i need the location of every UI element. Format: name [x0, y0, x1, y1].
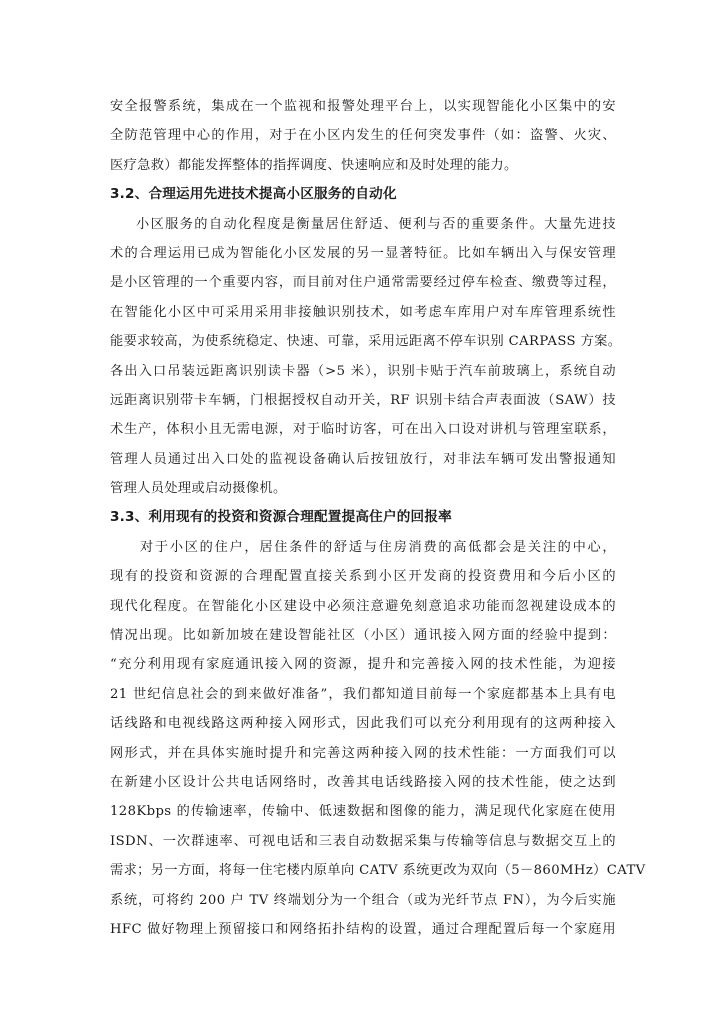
text-line: ISDN、一次群速率、可视电话和三表自动数据采集与传输等信息与数据交互上的: [110, 833, 616, 849]
text-line: 话线路和电视线路这两种接入网形式，因此我们可以充分利用现有的这两种接入: [110, 716, 616, 732]
text-line: 术的合理运用已成为智能化小区发展的另一显著特征。比如车辆出入与保安管理: [110, 245, 616, 261]
text-line: 小区服务的自动化程度是衡量居住舒适、便利与否的重要条件。大量先进技: [136, 216, 616, 232]
text-line: 128Kbps 的传输速率，传输中、低速数据和图像的能力，满足现代化家庭在使用: [110, 804, 616, 820]
text-line: “充分利用现有家庭通讯接入网的资源，提升和完善接入网的技术性能，为迎接: [110, 657, 616, 673]
text-line: 网形式，并在具体实施时提升和完善这两种接入网的技术性能：一方面我们可以: [110, 745, 616, 761]
text-line: 全防范管理中心的作用，对于在小区内发生的任何突发事件（如：盗警、火灾、: [110, 128, 616, 144]
text-line: 各出入口吊装远距离识别读卡器（>5 米），识别卡贴于汽车前玻璃上，系统自动: [110, 363, 616, 379]
text-line: 医疗急救）都能发挥整体的指挥调度、快速响应和及时处理的能力。: [110, 157, 518, 173]
text-line: 术生产，体积小且无需电源，对于临时访客，可在出入口设对讲机与管理室联系，: [110, 422, 616, 438]
paragraph-service-automation: [110, 210, 622, 504]
text-line: 对于小区的住户，居住条件的舒适与住房消费的高低都会是关注的中心，: [140, 539, 616, 555]
text-line: HFC 做好物理上预留接口和网络拓扑结构的设置，通过合理配置后每一个家庭用: [110, 921, 616, 937]
text-line: 21 世纪信息社会的到来做好准备”，我们都知道目前每一个家庭都基本上具有电: [110, 686, 616, 702]
text-line: 需求；另一方面，将每一住宅楼内原单向 CATV 系统更改为双向（5－860MHz）CATV: [110, 863, 646, 879]
section-heading-3-3: 3.3、利用现有的投资和资源合理配置提高住户的回报率: [110, 509, 452, 526]
text-line: 在新建小区设计公共电话网络时，改善其电话线路接入网的技术性能，使之达到: [110, 774, 616, 790]
text-line: 能要求较高，为使系统稳定、快速、可靠，采用远距离不停车识别 CARPASS 方案。: [110, 334, 622, 350]
text-line: 远距离识别带卡车辆，门根据授权自动开关，RF 识别卡结合声表面波（SAW）技: [110, 392, 616, 408]
text-line: 系统，可将约 200 户 TV 终端划分为一个组合（或为光纤节点 FN），为今后实施: [110, 892, 616, 908]
text-line: 管理人员通过出入口处的监视设备确认后按钮放行，对非法车辆可发出警报通知: [110, 451, 616, 467]
text-line: 现有的投资和资源的合理配置直接关系到小区开发商的投资费用和今后小区的: [110, 569, 616, 585]
text-line: 情况出现。比如新加坡在建设智能社区（小区）通讯接入网方面的经验中提到：: [110, 628, 616, 644]
paragraph-security-alarm: [110, 92, 616, 180]
text-line: 在智能化小区中可采用采用非接触识别技术，如考虑车库用户对车库管理系统性: [110, 304, 616, 320]
section-heading-3-2: 3.2、合理运用先进技术提高小区服务的自动化: [110, 186, 397, 203]
text-line: 管理人员处理或启动摄像机。: [110, 481, 287, 497]
paragraph-investment-resources: [110, 533, 646, 944]
text-line: 是小区管理的一个重要内容，而目前对住户通常需要经过停车检查、缴费等过程，: [110, 275, 616, 291]
text-line: 现代化程度。在智能化小区建设中必须注意避免刻意追求功能而忽视建设成本的: [110, 598, 616, 614]
text-line: 安全报警系统，集成在一个监视和报警处理平台上，以实现智能化小区集中的安: [110, 99, 616, 114]
document-body: [110, 92, 646, 944]
